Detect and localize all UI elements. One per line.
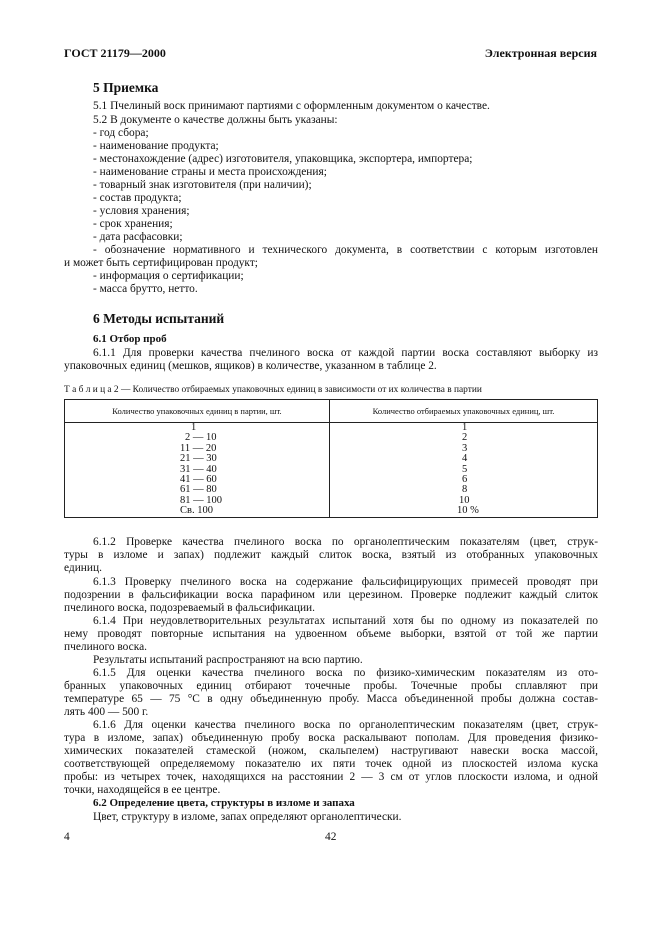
page-number-center: 42 xyxy=(325,831,337,843)
table-cell: 21 — 30 xyxy=(180,453,217,465)
document-code: ГОСТ 21179—2000 xyxy=(64,46,166,60)
paragraph-results: Результаты испытаний распространяют на всю партию. xyxy=(93,654,363,666)
paragraph-6-1-6-line: точки, находящейся в ее центре. xyxy=(64,784,221,796)
paragraph-6-1-4: 6.1.4 При неудовлетворительных результатах испытаний хотя бы по одному из показателей по xyxy=(93,615,598,627)
edition-label: Электронная версия xyxy=(484,46,597,60)
paragraph-6-1-5-line: бранных упаковочных единиц отбирают точечные пробы. Точечные пробы сплавляют при xyxy=(64,680,598,692)
paragraph-6-1-2-line: туры в изломе и запах) подлежит каждый слиток воска, взятый из отобранных упаковочных xyxy=(64,549,598,561)
table-column-lot-size xyxy=(65,423,330,518)
paragraph-6-1-1: 6.1.1 Для проверки качества пчелиного воска от каждой партии воска составляют выборку из xyxy=(93,347,598,359)
paragraph-6-1-3-line: подозрении в фальсификации воска парафином или церезином. Проверке подлежит каждый слиток xyxy=(64,589,598,601)
table-caption: Т а б л и ц а 2 — Количество отбираемых упаковочных единиц в зависимости от их количества в партии xyxy=(64,385,482,395)
paragraph-6-1-5: 6.1.5 Для оценки качества пчелиного воска по физико-химическим показателям из ото- xyxy=(93,667,598,679)
list-item: - дата расфасовки; xyxy=(93,231,183,243)
table-cell: 41 — 60 xyxy=(180,473,217,485)
paragraph-6-1-1-cont: упаковочных единиц (мешков, ящиков) в количестве, указанном в таблице 2. xyxy=(64,360,437,372)
list-item: - обозначение нормативного и технического документа, в соответствии с которым изготовлен xyxy=(93,244,598,256)
table-cell: 4 xyxy=(462,453,468,465)
table-cell: 81 — 100 xyxy=(180,494,222,506)
table-header-cell: Количество отбираемых упаковочных единиц, шт. xyxy=(330,400,598,423)
paragraph-6-1-6-line: соответствующей определяемому показателю их пяти точек одной из плоскостей излома куска xyxy=(64,758,598,770)
paragraph-6-1-2: 6.1.2 Проверке качества пчелиного воска по органолептическим показателям (цвет, струк- xyxy=(93,536,598,548)
paragraph-6-2: Цвет, структуру в изломе, запах определяют органолептически. xyxy=(93,811,402,823)
sample-quantity-table xyxy=(64,399,598,518)
list-item: - местонахождение (адрес) изготовителя, упаковщика, экспортера, импортера; xyxy=(93,153,473,165)
paragraph-6-1-4-line: нему проводят повторные испытания на удвоенном объеме выборки, взятой от той же партии xyxy=(64,628,598,640)
paragraph-5-2: 5.2 В документе о качестве должны быть указаны: xyxy=(93,114,338,126)
table-cell: 10 xyxy=(459,494,470,506)
section-6-title: 6 Методы испытаний xyxy=(93,311,225,326)
paragraph-5-1: 5.1 Пчелиный воск принимают партиями с оформленным документом о качестве. xyxy=(93,100,490,112)
table-cell: 5 xyxy=(462,463,468,475)
table-cell: 61 — 80 xyxy=(180,484,217,496)
table-cell: 31 — 40 xyxy=(180,463,217,475)
table-cell: 11 — 20 xyxy=(180,442,217,454)
subsection-6-1-title: 6.1 Отбор проб xyxy=(93,333,167,345)
table-cell: 10 % xyxy=(457,505,479,517)
table-cell: 1 xyxy=(191,422,197,433)
list-item: - состав продукта; xyxy=(93,192,182,204)
table-cell: 1 xyxy=(462,422,468,433)
paragraph-6-1-6-line: химических показателей стамеской (ножом, скальпелем) настругивают навески воска массой, xyxy=(64,745,598,757)
table-cell: 3 xyxy=(462,442,468,454)
table-cell: 8 xyxy=(462,484,468,496)
table-cell: 2 xyxy=(462,432,468,444)
table-cell: 6 xyxy=(462,473,468,485)
paragraph-6-1-3: 6.1.3 Проверку пчелиного воска на содержание фальсифицирующих примесей проводят при xyxy=(93,576,598,588)
table-cell: Св. 100 xyxy=(180,505,213,517)
list-item: - информация о сертификации; xyxy=(93,270,244,282)
paragraph-6-1-6-line: тура в изломе, запах) объединенную пробу воска раскалывают пополам. Для проведения физико- xyxy=(64,732,598,744)
list-item: - год сбора; xyxy=(93,127,149,139)
paragraph-6-1-2-line: единиц. xyxy=(64,562,102,574)
subsection-6-2-title: 6.2 Определение цвета, структуры в изломе и запаха xyxy=(93,797,355,809)
table-cell: 2 — 10 xyxy=(185,432,217,444)
paragraph-6-1-4-line: пчелиного воска. xyxy=(64,641,147,653)
paragraph-6-1-5-line: лять 400 — 500 г. xyxy=(64,706,149,718)
paragraph-6-1-3-line: пчелиного воска, подозреваемый в фальсификации. xyxy=(64,602,315,614)
paragraph-6-1-5-line: температуре 65 — 75 °С в одну объединенную пробу. Масса объединенной пробы должна состав- xyxy=(64,693,598,705)
paragraph-6-1-6: 6.1.6 Для оценки качества пчелиного воска по органолептическим показателям (цвет, струк- xyxy=(93,719,598,731)
paragraph-6-1-6-line: пробы: из четырех точек, находящихся на расстоянии 2 — 3 см от углов плоскости излома, и одной xyxy=(64,771,598,783)
page-number-left: 4 xyxy=(64,831,70,843)
list-item: - наименование продукта; xyxy=(93,140,219,152)
list-item: - товарный знак изготовителя (при наличии); xyxy=(93,179,312,191)
list-item: - наименование страны и места происхождения; xyxy=(93,166,327,178)
section-5-title: 5 Приемка xyxy=(93,80,159,95)
list-item: - условия хранения; xyxy=(93,205,190,217)
table-header-cell: Количество упаковочных единиц в партии, шт. xyxy=(65,400,330,423)
table-column-sample-size xyxy=(330,423,598,518)
list-item-continuation: и может быть сертифицирован продукт; xyxy=(64,257,258,269)
list-item: - масса брутто, нетто. xyxy=(93,283,198,295)
list-item: - срок хранения; xyxy=(93,218,173,230)
